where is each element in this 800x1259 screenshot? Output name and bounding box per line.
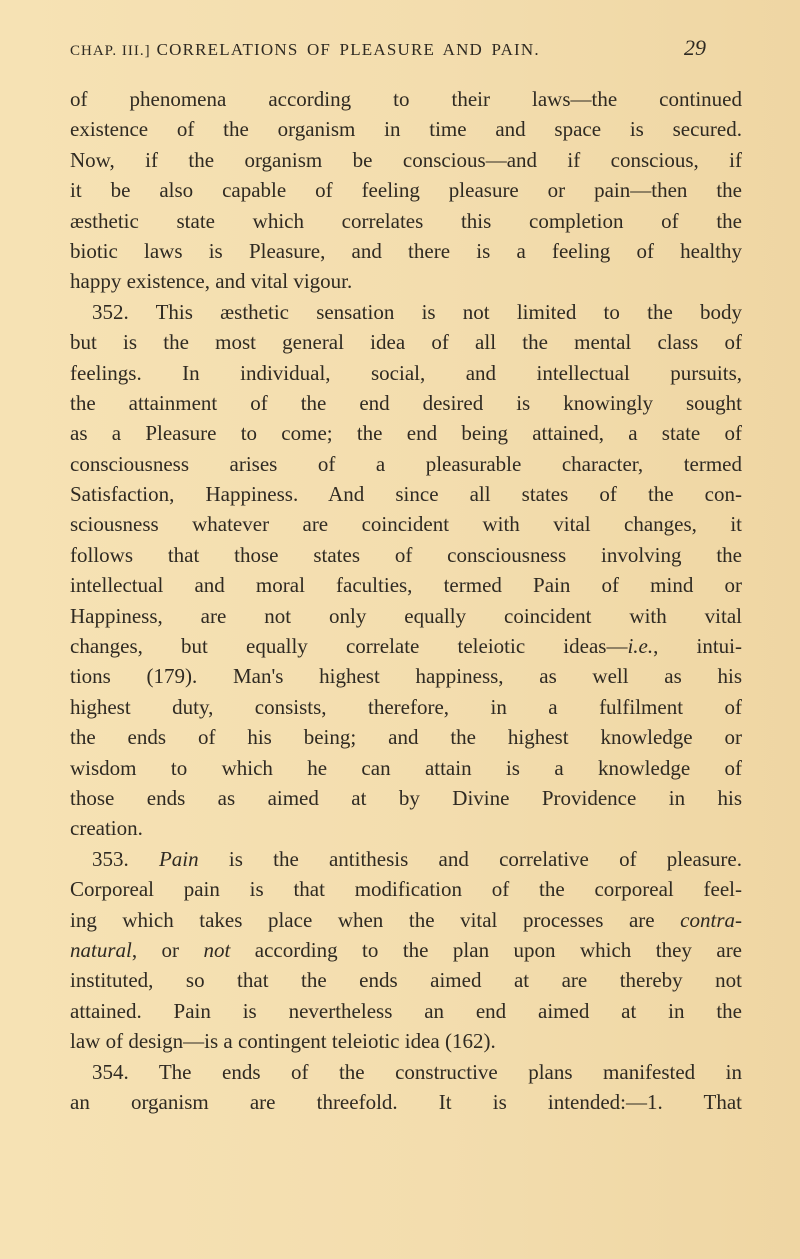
text-line: tions (179). Man's highest happiness, as well as his [70,664,742,689]
text-line: happy existence, and vital vigour. [70,269,353,294]
text-line: attained. Pain is nevertheless an end aimed at in the [70,998,742,1023]
text-line: intellectual and moral faculties, termed Pain of mind or [70,573,742,598]
running-title: CORRELATIONS OF PLEASURE AND PAIN. [156,40,540,59]
text-line: feelings. In individual, social, and intellectual pursuits, [70,360,742,385]
text-line: those ends as aimed at by Divine Providence in his [70,785,742,810]
text-line: Corporeal pain is that modification of the corporeal feel- [70,877,742,902]
text-segment: changes, but equally correlate teleiotic ideas— [70,634,628,659]
text-line: æsthetic state which correlates this completion of the [70,208,742,233]
text-segment: according to the plan upon which they are [230,937,743,962]
text-line: the attainment of the end desired is knowingly sought [70,390,742,415]
text-segment: ing which takes place when the vital processes are [70,907,681,932]
text-line: instituted, so that the ends aimed at are thereby not [70,968,742,993]
text-line: highest duty, consists, therefore, in a fulfilment of [70,694,742,719]
running-header [70,35,750,60]
text-line: the ends of his being; and the highest knowledge or [70,725,742,750]
text-line: law of design—is a contingent teleiotic idea (162). [70,1029,496,1054]
italic-not: not [203,937,231,962]
italic-pain: Pain [158,846,199,871]
paragraph-352-start: 352. This æsthetic sensation is not limited to the body [92,299,742,324]
text-line: it be also capable of feeling pleasure or pain—then the [70,178,742,203]
italic-natural: natural [70,937,132,962]
text-line: Now, if the organism be conscious—and if conscious, if [70,147,742,172]
text-line: an organism are threefold. It is intended:—1. That [70,1089,742,1114]
paragraph-354-start: 354. The ends of the constructive plans manifested in [92,1059,742,1084]
text-line: follows that those states of consciousness involving the [70,542,742,567]
page-number: 29 [684,35,706,60]
text-line: creation. [70,816,143,841]
text-line: sciousness whatever are coincident with vital changes, it [70,512,742,537]
text-line: Happiness, are not only equally coincident with vital [70,603,742,628]
text-line-with-italic [70,905,742,935]
text-line: wisdom to which he can attain is a knowledge of [70,755,742,780]
text-segment: , intui- [653,634,742,659]
text-line: existence of the organism in time and space is secured. [70,117,742,142]
paragraph-353-start [70,844,742,874]
body-text [70,84,742,1117]
text-line: biotic laws is Pleasure, and there is a feeling of healthy [70,238,742,263]
text-line: of phenomena according to their laws—the continued [70,87,742,111]
italic-ie: i.e. [627,634,654,659]
text-line-with-italic [70,935,742,965]
text-line: Satisfaction, Happiness. And since all states of the con- [70,482,742,507]
text-line: consciousness arises of a pleasurable character, termed [70,451,742,476]
text-segment: is the antithesis and correlative of pleasure. [198,846,743,871]
text-segment: , or [131,937,204,962]
text-segment: 353. [92,846,159,871]
text-line: but is the most general idea of all the mental class of [70,330,742,355]
italic-contra: contra- [680,907,742,932]
text-line-with-italic [70,631,742,661]
text-line: as a Pleasure to come; the end being attained, a state of [70,421,742,446]
chapter-label: CHAP. III.] [70,43,151,59]
